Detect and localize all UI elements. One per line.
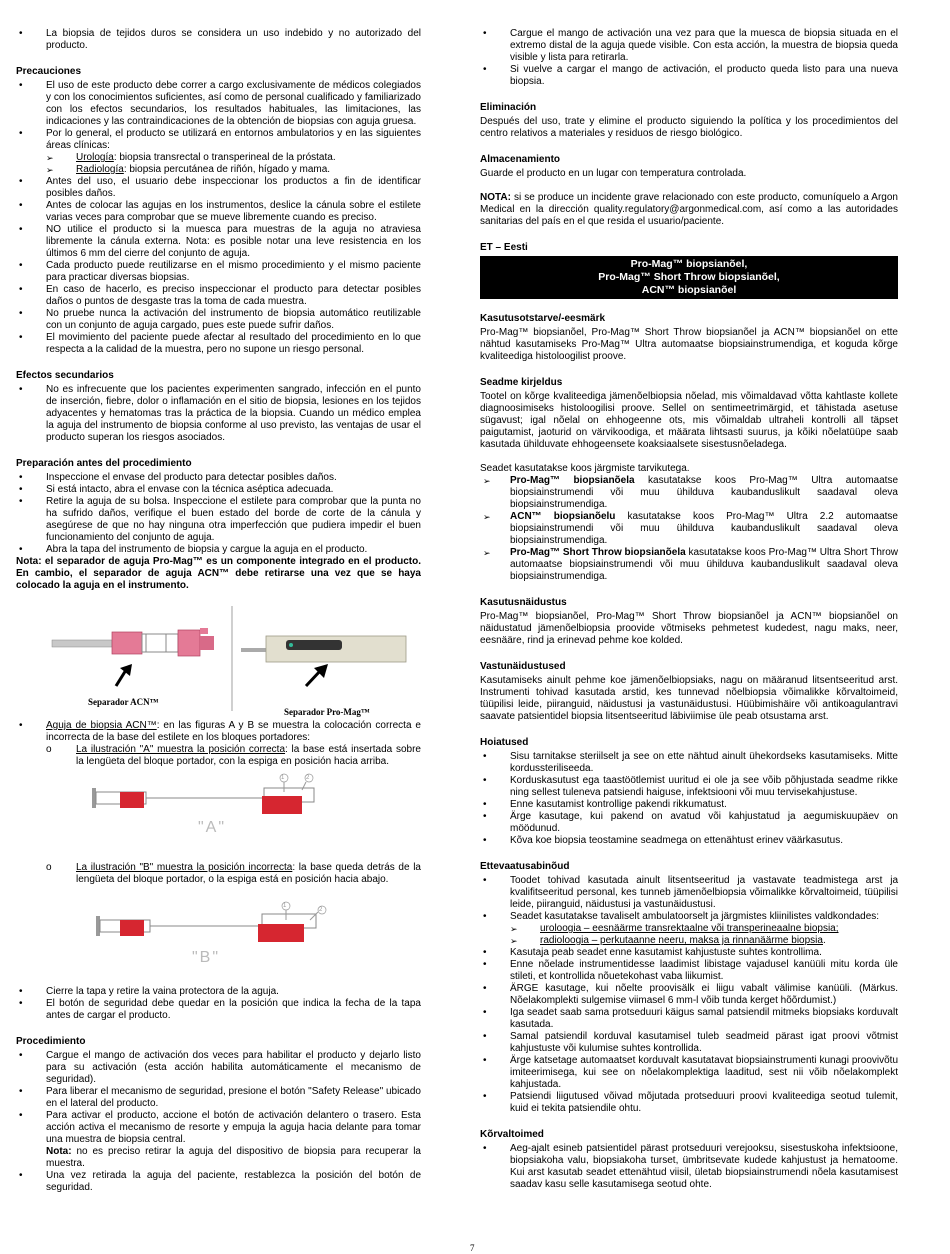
product-title-line: ACN™ biopsianõel [641, 284, 737, 296]
list-item [480, 511, 898, 547]
list-item: • Korduskasutust ega taastöötlemist uuritud ei ole ja see võib põhjustada seadme rikke ning sellest tuleneva patsiendi haiguse, infektsiooni või muu tervisekahjustuse. [480, 775, 898, 799]
step-text: Para activar el producto, accione el botón de activación delantero o trasero. Esta acción activa el mecanismo de resorte y empuja la aguja hacia delante para tomar una muestra de biopsia central. [46, 1110, 421, 1145]
list-item: • Si vuelve a cargar el mango de activación, el producto queda listo para una nueva biopsia. [480, 64, 898, 88]
list-item: • No pruebe nunca la activación del instrumento de biopsia automático reutilizable con un conjunto de aguja cargado, pues este puede sufrir daños. [16, 308, 421, 332]
note-text: no es preciso retirar la aguja del dispositivo de biopsia para recuperar la muestra. [46, 1146, 421, 1169]
term: Pro-Mag™ Short Throw biopsianõela [510, 547, 686, 558]
sub-list-item [480, 923, 898, 935]
term-desc: kasutatakse koos Pro-Mag™ Ultra 2.2 automaatse biopsiainstrumendi või muu ühilduva kaubanduslikult saadaval oleva biopsiainstrumendiga. [510, 511, 898, 546]
illustration-b-list [16, 862, 421, 886]
list-item: • Una vez retirada la aguja del paciente, restablezca la posición del botón de seguridad. [16, 1170, 421, 1194]
list-item: • Retire la aguja de su bolsa. Inspeccione el estilete para comprobar que la punta no ha sufrido daños, verifique el buen estado del borde de corte de la cánula y asegúrese de que no hay ninguna otra imperfección que pudiera impedir el buen funcionamiento del conjunto de aguja. [16, 496, 421, 544]
separator-illustration [16, 606, 421, 716]
term: Pro-Mag™ biopsianõela [510, 475, 635, 486]
list-item: • Enne nõelade instrumentidesse laadimist libistage vajadusel kanüüli mitu korda üle stileti, et kontrollida nõuetekohast vaba liikumist. [480, 959, 898, 983]
list-item: • Kõva koe biopsia teostamine seadmega on ettenähtust erinev väärkasutus. [480, 835, 898, 847]
heading-hoiatused: Hoiatused [480, 737, 529, 748]
continued-list [480, 28, 898, 88]
nota-text: si se produce un incidente grave relacionado con este producto, comuníquelo a Argon Medical en la dirección quality.regulatory@argonmedical.com, así como a las autoridades sanitarias del país en el que resida el usuario/paciente. [480, 192, 898, 227]
list-item: • Ärge kasutage, kui pakend on avatud või kahjustatud ja aegumiskuupäev on möödunud. [480, 811, 898, 835]
page-number: 7 [470, 1243, 475, 1253]
term: La ilustración "A" muestra la posición correcta [76, 744, 286, 755]
term-end: . [822, 935, 826, 946]
sub-list-item [16, 152, 421, 164]
callout-2: 2 [319, 907, 323, 913]
term: uroloogia – eesnäärme transrektaalne või transperineaalne biopsia; [540, 923, 839, 934]
caption-promag: Separador Pro-Mag™ [284, 707, 370, 717]
heading-estonian: ET – Eesti [480, 242, 528, 253]
list-item: • Cierre la tapa y retire la vaina protectora de la aguja. [16, 986, 421, 998]
cierre-list [16, 986, 421, 1022]
list-item: • Cargue el mango de activación una vez para que la muesca de biopsia situada en el extremo distal de la aguja quede visible. Con esta acción, la muestra de biopsia queda visible y lista para retirarla. [480, 28, 898, 64]
term-desc: kasutatakse koos Pro-Mag™ Ultra automaatse biopsiainstrumendi või muu ühilduva kaubanduslikult saadaval oleva biopsiainstrumendiga. [510, 475, 899, 510]
preparacion-list [16, 472, 421, 556]
list-item: • Iga seadet saab sama protseduuri käigus samal patsiendil mitmeks biopsiaks korduvalt kasutada. [480, 1007, 898, 1031]
heading-korvaltoimed: Kõrvaltoimed [480, 1129, 544, 1140]
list-item: • Si está intacto, abra el envase con la técnica aséptica adecuada. [16, 484, 421, 496]
hoiatused-list [480, 751, 898, 847]
heading-seadme-kirjeldus: Seadme kirjeldus [480, 377, 563, 388]
list-item: • En caso de hacerlo, es preciso inspeccionar el producto para detectar posibles daños o puntos de desgaste tras la toma de cada muestra. [16, 284, 421, 308]
heading-almacenamiento: Almacenamiento [480, 154, 561, 165]
note-label: Nota: [46, 1146, 72, 1157]
list-item [480, 547, 898, 583]
procedimiento-list [16, 1050, 421, 1194]
callout-2: 2 [306, 775, 310, 781]
label-b: "B" [192, 949, 221, 966]
figure-a [16, 772, 421, 858]
term: Urología [76, 152, 114, 163]
list-item: • Ärge katsetage automaatset korduvalt kasutatavat biopsiainstrumenti kunagi proovivõtu imiteerimisega, kui see on nõelakomplektiga laaditud, sest nii võib nõelakomplekt kahjustada. [480, 1055, 898, 1091]
paragraph-eliminacion: Después del uso, trate y elimine el producto siguiendo la política y los procedimientos del centro relativos a materiales y residuos de riesgo biológico. [480, 116, 898, 139]
heading-efectos: Efectos secundarios [16, 370, 114, 381]
term: ACN™ biopsianõelu [510, 511, 616, 522]
illustration-b [16, 890, 421, 982]
tarvikud-list [480, 475, 898, 583]
list-item: • Inspeccione el envase del producto para detectar posibles daños. [16, 472, 421, 484]
term-desc: kasutatakse koos Pro-Mag™ Ultra Short Throw automaatse biopsiainstrumendi või muu ühilduva kaubanduslikult saadaval oleva biopsiainstrumendiga. [510, 547, 898, 582]
list-item: • Para liberar el mecanismo de seguridad, presione el botón "Safety Release" ubicado en el lateral del producto. [16, 1086, 421, 1110]
heading-precauciones: Precauciones [16, 66, 82, 77]
product-title-line: Pro-Mag™ biopsianõel, [630, 258, 748, 270]
note-separador: Nota: el separador de aguja Pro-Mag™ es un componente integrado en el producto. En cambio, el separador de aguja ACN™ debe retirarse una vez que se haya colocado la aguja en el instrumento. [16, 556, 421, 591]
acn-list [16, 720, 421, 768]
list-item: • Kasutaja peab seadet enne kasutamist kahjustuste suhtes kontrollima. [480, 947, 898, 959]
paragraph-nota [480, 192, 898, 228]
paragraph-tarvikud: Seadet kasutatakse koos järgmiste tarvikutega. [480, 463, 690, 474]
term-desc: : biopsia percutánea de riñón, hígado y mama. [123, 164, 331, 175]
ettevaatusabinoud-list [480, 875, 898, 1115]
term-desc: : la base queda detrás de la lengüeta del bloque portador, o la espiga está en posición hacia abajo. [76, 862, 421, 885]
list-item: • Antes del uso, el usuario debe inspeccionar los productos a fin de identificar posibles daños. [16, 176, 421, 200]
list-item: • El uso de este producto debe correr a cargo exclusivamente de médicos colegiados y con los conocimientos suficientes, así como de personal cualificado y familiarizado con los efectos secundarios, los resultados habituales, las limitaciones, las indicaciones y las contraindicaciones de la obtención de biopsias con aguja gruesa. [16, 80, 421, 128]
paragraph-seadme-kirjeldus: Tootel on kõrge kvaliteediga jämenõelbiopsia nõelad, mis võimaldavad võtta kahtlaste kollete diagnoosimiseks histoloogilisi proove. Sellel on sentimeetrimärgid, et tähistada asetuse sügavust; igal nõelal on ehhogeenne ots, mis võimaldab ultraheli kontrolli all täpset paigutamist, jaoturid on värvikoodiga, et määrata lihtsasti suurus, ja kõiki nõelatüüpe saab kasutada ühilduvate ehhogeensete koaksiaalsete sisestusnõeladega. [480, 391, 898, 450]
list-item: • Enne kasutamist kontrollige pakendi rikkumatust. [480, 799, 898, 811]
list-item [16, 720, 421, 744]
paragraph-almacenamiento: Guarde el producto en un lugar con temperatura controlada. [480, 168, 747, 179]
list-item: • Seadet kasutatakse tavaliselt ambulatoorselt ja järgmistes kliinilistes valdkondades: [480, 911, 898, 923]
caption-acn: Separador ACN™ [88, 697, 159, 707]
list-item: • Por lo general, el producto se utilizará en entornos ambulatorios y en las siguientes áreas clínicas: [16, 128, 421, 152]
term-desc: : la base está insertada sobre la lengüeta del bloque portador, con la espiga en posición hacia arriba. [76, 744, 421, 767]
heading-procedimiento: Procedimiento [16, 1036, 86, 1047]
list-item: • Aeg-ajalt esineb patsientidel pärast protseduuri verejooksu, sisestuskoha infektsioone, biopsiakoha valu, biopsiakoha turset, ümbritsevate kudede kahjustust ja hematoome. Kui arst kasutab seadet ettenähtud viisil, ületab biopsiainstrumendi nõela kasutamisest saadav kasu selle kasutamisega seotud ohte. [480, 1143, 898, 1191]
intro-list [16, 28, 421, 52]
heading-kasutusnaidustus: Kasutusnäidustus [480, 597, 567, 608]
label-a: "A" [198, 819, 227, 836]
paragraph-kasutusotstarve: Pro-Mag™ biopsianõel, Pro-Mag™ Short Throw biopsianõel ja ACN™ biopsianõel on ette nähtud kasutamiseks Pro-Mag™ Ultra automaatse biopsiainstrumendiga, et koguda kõrge kvaliteediga histoloogilist proove. [480, 327, 898, 362]
sub-list-item [480, 935, 898, 947]
product-title-line: Pro-Mag™ Short Throw biopsianõel, [598, 271, 780, 283]
term: Radiología [76, 164, 124, 175]
term: La ilustración "B" muestra la posición incorrecta [76, 862, 293, 873]
list-item: • Cada producto puede reutilizarse en el mismo procedimiento y el mismo paciente para practicar diversas biopsias. [16, 260, 421, 284]
paragraph-vastunaidustused: Kasutamiseks ainult pehme koe jämenõelbiopsiaks, nagu on määranud litsentseeritud arst. Instrumenti tohivad kasutada arstid, kes tunnevad nõelbiopsia võimalikke kõrvaltoimeid, tüüpilisi leide, piiranguid, näidustusi ja vastunäidustusi. Hüübimishäire või antikoagulantravi saavate patsientidel biopsia litsentseeritud läbiviimise üle peab otsustama arst. [480, 675, 898, 722]
precauciones-list [16, 80, 421, 356]
heading-preparacion: Preparación antes del procedimiento [16, 458, 192, 469]
callout-1: 1 [283, 903, 287, 909]
left-column [16, 28, 421, 1194]
efectos-list [16, 384, 421, 444]
product-title-box [480, 256, 898, 299]
list-item: • El botón de seguridad debe quedar en la posición que indica la fecha de la tapa antes de cargar el producto. [16, 998, 421, 1022]
list-item: • Samal patsiendil korduval kasutamisel tuleb seadmeid pärast igat proovi võtmist kahjustuste või kulumise suhtes kontrollida. [480, 1031, 898, 1055]
list-item: • El movimiento del paciente puede afectar al resultado del procedimiento en lo que respecta a la calidad de la muestra, pero no supone un riesgo personal. [16, 332, 421, 356]
list-item: • Antes de colocar las agujas en los instrumentos, deslice la cánula sobre el estilete varias veces para comprobar que se mueve libremente cuando es preciso. [16, 200, 421, 224]
list-item: • La biopsia de tejidos duros se considera un uso indebido y no autorizado del producto. [16, 28, 421, 52]
term-desc: : en las figuras A y B se muestra la colocación correcta e incorrecta de la base del estilete en los bloques portadores: [46, 720, 421, 743]
figure-b [16, 890, 421, 982]
term: Aguja de biopsia ACN™ [46, 720, 157, 731]
separator-figure [16, 606, 421, 716]
right-column [480, 28, 898, 1191]
list-item: • Sisu tarnitakse steriilselt ja see on ette nähtud ainult ühekordseks kasutamiseks. Mitte kordussteriliseeda. [480, 751, 898, 775]
list-item: • NO utilice el producto si la muesca para muestras de la aguja no atraviesa libremente la cánula externa. Nota: es posible notar una leve resistencia en los últimos 6 mm del cierre del conjunto de aguja. [16, 224, 421, 260]
heading-eliminacion: Eliminación [480, 102, 537, 113]
list-item: • ÄRGE kasutage, kui nõelte proovisälk ei liigu vabalt välimise kanüüli. (Märkus. Nõelakomplekti sulgemise viimasel 6 mm-l võib tunda kerget hõõrdumist.) [480, 983, 898, 1007]
sub-list-item [16, 862, 421, 886]
list-item [480, 475, 898, 511]
list-item: • Patsiendi liigutused võivad mõjutada protseduuri proovi kvaliteediga seotud tulemit, kuid ei tekita patsiendile ohtu. [480, 1091, 898, 1115]
illustration-a [16, 772, 421, 858]
nota-label: NOTA: [480, 192, 511, 203]
heading-ettevaatusabinoud: Ettevaatusabinõud [480, 861, 570, 872]
callout-1: 1 [281, 775, 285, 781]
list-item: • Cargue el mango de activación dos veces para habilitar el producto y dejarlo listo para su activación (esta acción habilita automáticamente el mecanismo de seguridad). [16, 1050, 421, 1086]
term: radioloogia – perkutaanne neeru, maksa ja rinnanäärme biopsia [540, 935, 823, 946]
sub-list-item [16, 164, 421, 176]
term-desc: : biopsia transrectal o transperineal de la próstata. [113, 152, 336, 163]
list-item: • Abra la tapa del instrumento de biopsia y cargue la aguja en el producto. [16, 544, 421, 556]
list-item: • Toodet tohivad kasutada ainult litsentseeritud ja vastavate teadmistega arst ja kvalifitseeritud personal, kes tunneb jämenõelbiopsia võimalikke kõrvaltoimeid, tüüpilisi leide, piiranguid, näidustusi ja vastunäidustusi. [480, 875, 898, 911]
paragraph-kasutusnaidustus: Pro-Mag™ biopsianõel, Pro-Mag™ Short Throw biopsianõel ja ACN™ biopsianõel on näidustatud jämenõelbiopsia proovide võtmiseks pehmetest kudedest, nagu maks, neer, eesnääre, rind ja erinevad pehme koe kolded. [480, 611, 898, 646]
sub-list-item [16, 744, 421, 768]
heading-vastunaidustused: Vastunäidustused [480, 661, 566, 672]
korvaltoimed-list [480, 1143, 898, 1191]
list-item [16, 1110, 421, 1170]
list-item: • No es infrecuente que los pacientes experimenten sangrado, infección en el punto de inserción, fiebre, dolor o inflamación en el sitio de biopsia, lesiones en los tejidos adyacentes y hematomas tras la práctica de la biopsia. Cuando un médico emplea la aguja del instrumento de biopsia conforme al uso previsto, las ventajas de usar el producto superan los riesgos asociados. [16, 384, 421, 444]
heading-kasutusotstarve: Kasutusotstarve/-eesmärk [480, 313, 606, 324]
